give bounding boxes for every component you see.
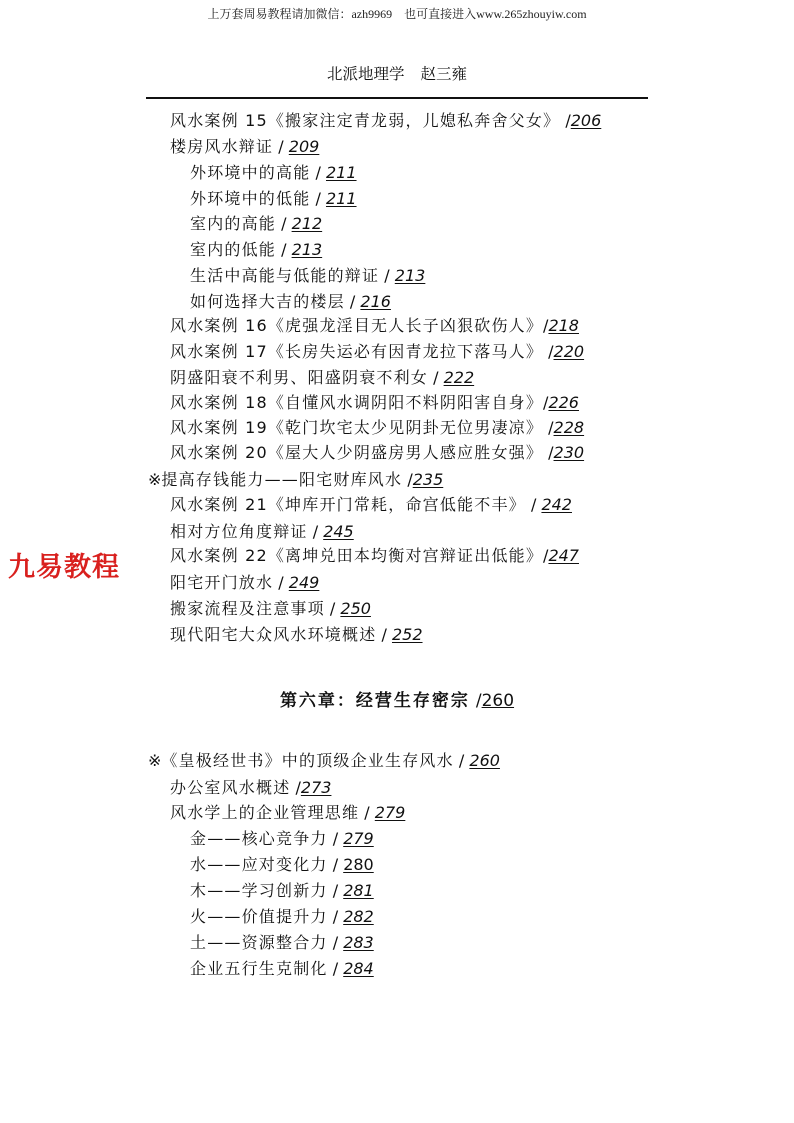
toc-entry[interactable]: 如何选择大吉的楼层 / 216 bbox=[190, 292, 391, 311]
toc-entry[interactable]: 楼房风水辩证 / 209 bbox=[170, 137, 320, 156]
page-number[interactable]: 280 bbox=[343, 855, 374, 874]
page-number[interactable]: 211 bbox=[325, 189, 357, 208]
page-number[interactable]: 213 bbox=[394, 266, 426, 285]
toc-entry[interactable]: 企业五行生克制化 / 284 bbox=[190, 959, 374, 978]
reference-mark-icon: ※ bbox=[148, 470, 162, 489]
page-number[interactable]: 273 bbox=[300, 778, 332, 797]
toc-entry[interactable]: 风水案例 17《长房失运必有因青龙拉下落马人》 /220 bbox=[170, 342, 585, 361]
page-number[interactable]: 249 bbox=[288, 573, 320, 592]
page-number[interactable]: 220 bbox=[553, 342, 585, 361]
page-number[interactable]: 245 bbox=[323, 522, 354, 541]
book-title: 北派地理学 bbox=[326, 65, 405, 83]
toc-entry[interactable]: 搬家流程及注意事项 / 250 bbox=[170, 599, 371, 618]
page-number[interactable]: 211 bbox=[325, 163, 357, 182]
header-divider bbox=[146, 97, 648, 99]
toc-entry[interactable]: 风水案例 21《坤库开门常耗，命宫低能不丰》 / 242 bbox=[170, 495, 572, 514]
toc-entry[interactable]: 现代阳宅大众风水环境概述 / 252 bbox=[170, 625, 423, 644]
page-number[interactable]: 230 bbox=[553, 443, 585, 462]
toc-entry[interactable]: 外环境中的低能 / 211 bbox=[190, 189, 357, 208]
toc-entry[interactable]: 风水案例 19《乾门坎宅太少见阴卦无位男凄凉》 /228 bbox=[170, 418, 585, 437]
chapter-title: 第六章：经营生存密宗 bbox=[279, 691, 470, 711]
toc-entry[interactable]: 水——应对变化力 / 280 bbox=[190, 855, 374, 874]
toc-entry[interactable]: 木——学习创新力 / 281 bbox=[190, 881, 374, 900]
toc-entry[interactable]: 风水学上的企业管理思维 / 279 bbox=[170, 803, 406, 822]
toc-entry[interactable]: 金——核心竞争力 / 279 bbox=[190, 829, 374, 848]
toc-entry[interactable]: 风水案例 22《离坤兑田本均衡对宫辩证出低能》/247 bbox=[170, 546, 579, 565]
page-number[interactable]: 250 bbox=[340, 599, 371, 618]
page-number[interactable]: 222 bbox=[443, 368, 475, 387]
page-number[interactable]: 260 bbox=[469, 751, 500, 770]
toc-entry[interactable]: 外环境中的高能 / 211 bbox=[190, 163, 357, 182]
page-number[interactable]: 279 bbox=[374, 803, 406, 822]
page-number[interactable]: 252 bbox=[391, 625, 423, 644]
toc-entry[interactable]: 阳宅开门放水 / 249 bbox=[170, 573, 320, 592]
page-number[interactable]: 213 bbox=[291, 240, 323, 259]
page-number[interactable]: 284 bbox=[343, 959, 374, 978]
toc-entry[interactable]: 风水案例 20《屋大人少阴盛房男人感应胜女强》 /230 bbox=[170, 443, 585, 462]
chapter-heading[interactable]: 第六章：经营生存密宗 /260 bbox=[279, 691, 515, 711]
page-number[interactable]: 226 bbox=[548, 393, 579, 412]
page-number[interactable]: 216 bbox=[360, 292, 391, 311]
toc-entry[interactable]: 阴盛阳衰不利男、阳盛阴衰不利女 / 222 bbox=[170, 368, 475, 387]
author-name: 赵三雍 bbox=[420, 65, 468, 83]
toc-entry[interactable]: 风水案例 16《虎强龙淫目无人长子凶狠砍伤人》/218 bbox=[170, 316, 579, 335]
chapter-page-number[interactable]: 260 bbox=[481, 691, 515, 711]
toc-entry[interactable]: 火——价值提升力 / 282 bbox=[190, 907, 374, 926]
toc-entry-highlighted[interactable]: ※《皇极经世书》中的顶级企业生存风水 / 260 bbox=[148, 751, 500, 770]
page-number[interactable]: 209 bbox=[288, 137, 320, 156]
page-number[interactable]: 283 bbox=[343, 933, 374, 952]
watermark-logo: 九易教程 bbox=[8, 552, 120, 583]
page-number[interactable]: 212 bbox=[291, 214, 323, 233]
toc-entry[interactable]: 风水案例 15《搬家注定青龙弱，儿媳私奔舍父女》 /206 bbox=[170, 111, 602, 130]
toc-entry[interactable]: 办公室风水概述 /273 bbox=[170, 778, 332, 797]
toc-entry[interactable]: 室内的高能 / 212 bbox=[190, 214, 323, 233]
page-number[interactable]: 228 bbox=[553, 418, 585, 437]
toc-entry[interactable]: 风水案例 18《自懂风水调阴阳不料阴阳害自身》/226 bbox=[170, 393, 579, 412]
page-number[interactable]: 282 bbox=[343, 907, 374, 926]
toc-entry-highlighted[interactable]: ※提高存钱能力——阳宅财库风水 /235 bbox=[148, 470, 444, 489]
toc-entry[interactable]: 土——资源整合力 / 283 bbox=[190, 933, 374, 952]
page-header bbox=[0, 62, 794, 84]
page-number[interactable]: 279 bbox=[343, 829, 374, 848]
page-number[interactable]: 218 bbox=[548, 316, 579, 335]
page-number[interactable]: 247 bbox=[548, 546, 579, 565]
page-number[interactable]: 206 bbox=[570, 111, 602, 130]
toc-entry[interactable]: 室内的低能 / 213 bbox=[190, 240, 323, 259]
page-number[interactable]: 281 bbox=[343, 881, 374, 900]
reference-mark-icon: ※ bbox=[148, 751, 162, 770]
top-banner: 上万套周易教程请加微信：azh9969 也可直接进入www.265zhouyiw.com bbox=[207, 7, 587, 21]
toc-entry[interactable]: 相对方位角度辩证 / 245 bbox=[170, 522, 354, 541]
page-number[interactable]: 235 bbox=[412, 470, 444, 489]
toc-entry[interactable]: 生活中高能与低能的辩证 / 213 bbox=[190, 266, 426, 285]
page-number[interactable]: 242 bbox=[541, 495, 572, 514]
